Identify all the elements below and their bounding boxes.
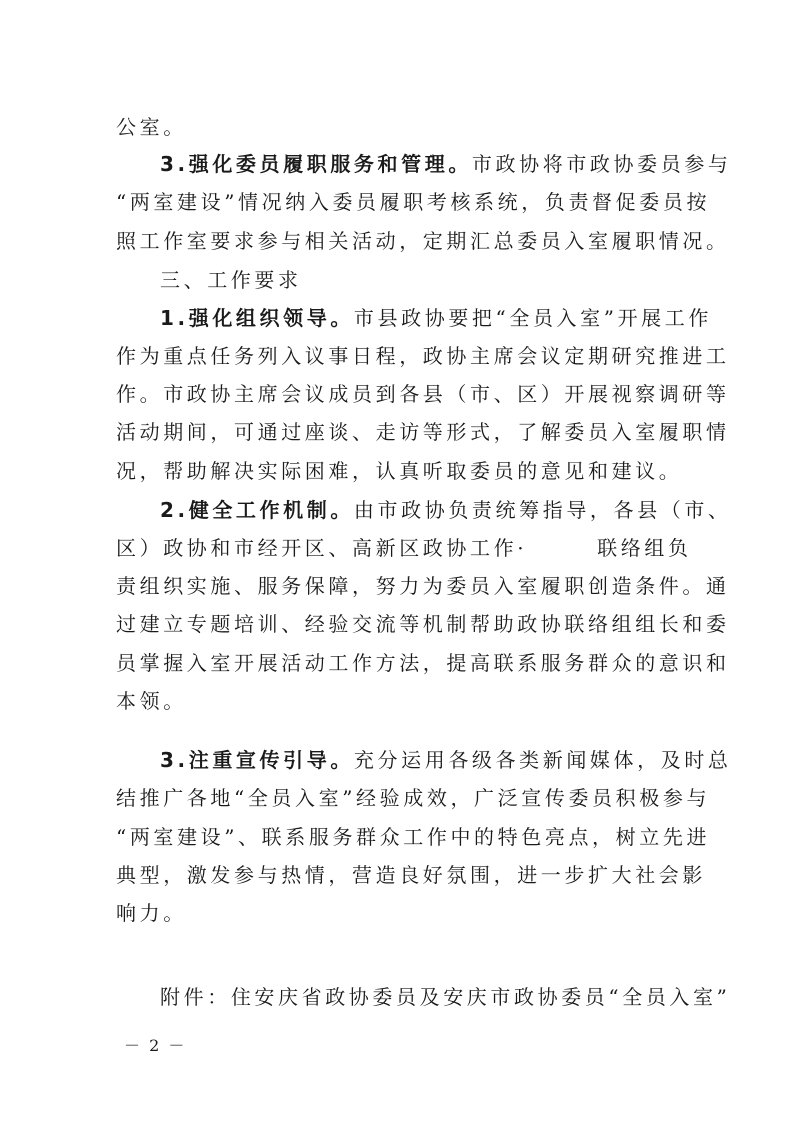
text: 由市政协负责统筹指导，各县（市、 [353,498,732,522]
section-heading: 三、工作要求 [160,268,302,292]
text: 员掌握入室开展活动工作方法，提高联系服务群众的意识和 [116,651,730,675]
item-title: 注重宣传引导。 [188,748,354,772]
body-line [116,612,730,636]
body-line [116,863,706,887]
text: 联络组负 [597,536,692,560]
attachment-label: 附件： [160,985,231,1009]
text: 照工作室要求参与相关活动，定期汇总委员入室履职情况。 [116,229,730,253]
item-number: 3. [160,152,189,176]
body-line [116,574,730,598]
text: “两室建设”、联系服务群众工作中的特色亮点，树立先进 [116,825,711,849]
body-line [116,689,187,713]
text: 典型，激发参与热情，营造良好氛围，进一步扩大社会影 [116,863,706,887]
paragraph-3-1-first-line [160,152,732,176]
text: “两室建设”情况纳入委员履职考核系统，负责督促委员按 [116,190,711,214]
body-line [116,420,730,444]
body-line [116,344,730,368]
item-title: 健全工作机制。 [188,498,354,522]
body-line [116,651,730,675]
body-line [116,901,187,925]
text: 活动期间，可通过座谈、走访等形式，了解委员入室履职情 [116,420,730,444]
body-line [116,786,710,810]
body-line [116,229,730,253]
text: 区）政协和市经开区、高新区政协工作· [116,536,528,560]
text: 市县政协要把“全员入室”开展工作 [353,306,712,330]
item-number: 2. [160,498,189,522]
attachment-line [160,985,730,1009]
page-number: － 2 － [124,1036,187,1055]
body-line [116,190,710,214]
attachment-text: 住安庆省政协委员及安庆市政协委员“全员入室” [230,985,731,1009]
text: 市政协将市政协委员参与 [471,152,732,176]
item-title: 强化组织领导。 [188,306,354,330]
text: 本领。 [116,689,187,713]
item-number: 1. [160,306,189,330]
item-title: 强化委员履职服务和管理。 [188,152,472,176]
body-line [116,115,187,139]
item-number: 3. [160,748,189,772]
paragraph-2-first-line [160,498,732,522]
text: 作。市政协主席会议成员到各县（市、区）开展视察调研等 [116,382,730,406]
text: 充分运用各级各类新闻媒体，及时总 [353,748,732,772]
text: 过建立专题培训、经验交流等机制帮助政协联络组组长和委 [116,612,730,636]
text: 公室。 [116,115,187,139]
text: 作为重点任务列入议事日程，政协主席会议定期研究推进工 [116,344,730,368]
text: 责组织实施、服务保障，努力为委员入室履职创造条件。通 [116,574,730,598]
text: 结推广各地“全员入室”经验成效，广泛宣传委员积极参与 [116,786,711,810]
text: 响力。 [116,901,187,925]
body-line [116,536,692,560]
body-line [116,459,682,483]
paragraph-1-first-line [160,306,712,330]
paragraph-3-first-line [160,748,732,772]
text: 况，帮助解决实际困难，认真听取委员的意见和建议。 [116,459,683,483]
body-line [116,382,730,406]
body-line [116,825,710,849]
